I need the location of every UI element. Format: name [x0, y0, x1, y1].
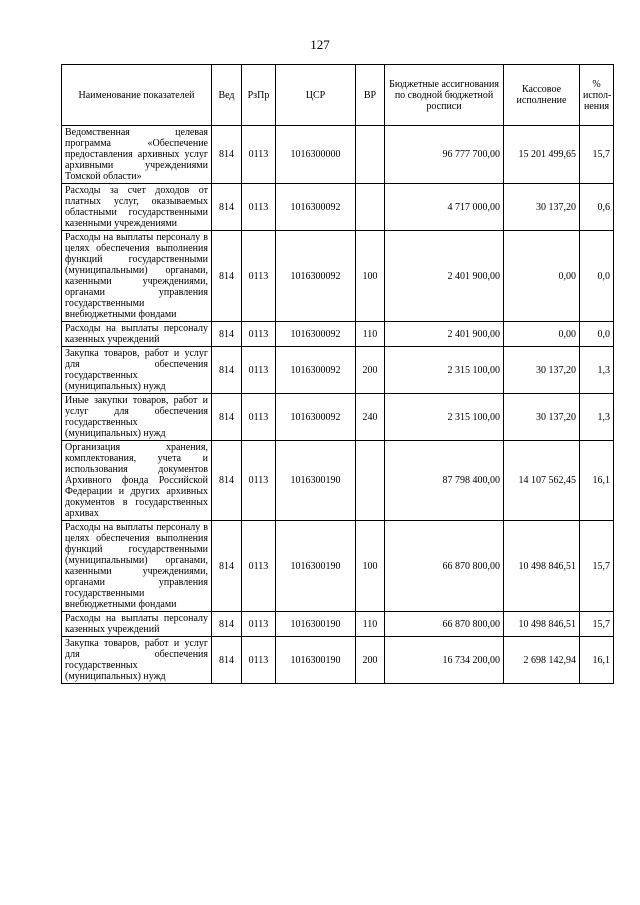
cell-name: Расходы на выплаты персоналу казенных учреждений [62, 322, 212, 347]
table-row [62, 347, 614, 394]
header-cash: Кассовое исполнение [504, 65, 580, 126]
cell-cash: 2 698 142,94 [504, 637, 580, 684]
header-percent: % испол-нения [580, 65, 614, 126]
table-row [62, 394, 614, 441]
table-row [62, 184, 614, 231]
header-name: Наименование показателей [62, 65, 212, 126]
cell-budget: 2 401 900,00 [385, 322, 504, 347]
cell-ved: 814 [212, 441, 242, 521]
cell-name: Организация хранения, комплектования, учета и использования документов Архивного фонда Российской Федерации и других архивных документов в государственных архивах [62, 441, 212, 521]
table-row [62, 126, 614, 184]
cell-name: Ведомственная целевая программа «Обеспечение предоставления архивных услуг архивными учреждениями Томской области» [62, 126, 212, 184]
cell-name: Расходы на выплаты персоналу в целях обеспечения выполнения функций государственными (муниципальными) органами, казенными учреждениями, органами управления государственными внебюджетными фондами [62, 521, 212, 612]
cell-percent: 1,3 [580, 394, 614, 441]
cell-name: Расходы за счет доходов от платных услуг, оказываемых областными государственными казенными учреждениями [62, 184, 212, 231]
cell-csr: 1016300092 [276, 184, 356, 231]
cell-budget: 96 777 700,00 [385, 126, 504, 184]
cell-cash: 14 107 562,45 [504, 441, 580, 521]
cell-vr: 110 [356, 322, 385, 347]
table-row [62, 612, 614, 637]
cell-rzpr: 0113 [242, 521, 276, 612]
table-header-row [62, 65, 614, 126]
cell-vr: 200 [356, 347, 385, 394]
cell-csr: 1016300190 [276, 637, 356, 684]
cell-cash: 15 201 499,65 [504, 126, 580, 184]
cell-percent: 0,0 [580, 231, 614, 322]
cell-rzpr: 0113 [242, 322, 276, 347]
cell-cash: 0,00 [504, 322, 580, 347]
cell-ved: 814 [212, 637, 242, 684]
table-row [62, 231, 614, 322]
cell-percent: 16,1 [580, 441, 614, 521]
cell-percent: 0,6 [580, 184, 614, 231]
cell-csr: 1016300190 [276, 521, 356, 612]
budget-execution-table [61, 64, 614, 684]
cell-name: Расходы на выплаты персоналу в целях обеспечения выполнения функций государственными (муниципальными) органами, казенными учреждениями, органами управления государственными внебюджетными фондами [62, 231, 212, 322]
header-vr: ВР [356, 65, 385, 126]
cell-ved: 814 [212, 184, 242, 231]
header-budget: Бюджетные ассигнования по сводной бюджетной росписи [385, 65, 504, 126]
cell-percent: 15,7 [580, 521, 614, 612]
cell-cash: 30 137,20 [504, 184, 580, 231]
cell-cash: 30 137,20 [504, 394, 580, 441]
header-rzpr: РзПр [242, 65, 276, 126]
cell-ved: 814 [212, 322, 242, 347]
table-body [62, 126, 614, 684]
cell-rzpr: 0113 [242, 126, 276, 184]
cell-csr: 1016300000 [276, 126, 356, 184]
cell-ved: 814 [212, 612, 242, 637]
cell-percent: 0,0 [580, 322, 614, 347]
cell-rzpr: 0113 [242, 231, 276, 322]
cell-percent: 16,1 [580, 637, 614, 684]
cell-vr [356, 441, 385, 521]
cell-vr: 240 [356, 394, 385, 441]
table-row [62, 322, 614, 347]
cell-vr: 100 [356, 521, 385, 612]
cell-budget: 66 870 800,00 [385, 521, 504, 612]
cell-rzpr: 0113 [242, 441, 276, 521]
page-number: 127 [310, 37, 330, 52]
cell-vr [356, 184, 385, 231]
cell-budget: 66 870 800,00 [385, 612, 504, 637]
table-row [62, 441, 614, 521]
cell-csr: 1016300092 [276, 394, 356, 441]
cell-cash: 30 137,20 [504, 347, 580, 394]
cell-ved: 814 [212, 126, 242, 184]
cell-csr: 1016300092 [276, 347, 356, 394]
cell-percent: 15,7 [580, 612, 614, 637]
cell-ved: 814 [212, 394, 242, 441]
cell-csr: 1016300092 [276, 231, 356, 322]
cell-csr: 1016300190 [276, 441, 356, 521]
cell-rzpr: 0113 [242, 637, 276, 684]
cell-percent: 1,3 [580, 347, 614, 394]
cell-rzpr: 0113 [242, 347, 276, 394]
cell-budget: 2 401 900,00 [385, 231, 504, 322]
cell-ved: 814 [212, 521, 242, 612]
header-csr: ЦСР [276, 65, 356, 126]
cell-csr: 1016300092 [276, 322, 356, 347]
table-row [62, 521, 614, 612]
cell-ved: 814 [212, 347, 242, 394]
cell-budget: 87 798 400,00 [385, 441, 504, 521]
header-ved: Вед [212, 65, 242, 126]
cell-cash: 10 498 846,51 [504, 521, 580, 612]
cell-name: Закупка товаров, работ и услуг для обеспечения государственных (муниципальных) нужд [62, 347, 212, 394]
cell-cash: 10 498 846,51 [504, 612, 580, 637]
cell-name: Иные закупки товаров, работ и услуг для обеспечения государственных (муниципальных) нужд [62, 394, 212, 441]
cell-name: Закупка товаров, работ и услуг для обеспечения государственных (муниципальных) нужд [62, 637, 212, 684]
cell-percent: 15,7 [580, 126, 614, 184]
cell-rzpr: 0113 [242, 612, 276, 637]
cell-vr: 110 [356, 612, 385, 637]
cell-rzpr: 0113 [242, 394, 276, 441]
cell-vr: 100 [356, 231, 385, 322]
table-row [62, 637, 614, 684]
cell-budget: 4 717 000,00 [385, 184, 504, 231]
cell-name: Расходы на выплаты персоналу казенных учреждений [62, 612, 212, 637]
cell-ved: 814 [212, 231, 242, 322]
cell-budget: 16 734 200,00 [385, 637, 504, 684]
cell-rzpr: 0113 [242, 184, 276, 231]
cell-budget: 2 315 100,00 [385, 394, 504, 441]
cell-budget: 2 315 100,00 [385, 347, 504, 394]
cell-vr: 200 [356, 637, 385, 684]
cell-cash: 0,00 [504, 231, 580, 322]
cell-csr: 1016300190 [276, 612, 356, 637]
cell-vr [356, 126, 385, 184]
